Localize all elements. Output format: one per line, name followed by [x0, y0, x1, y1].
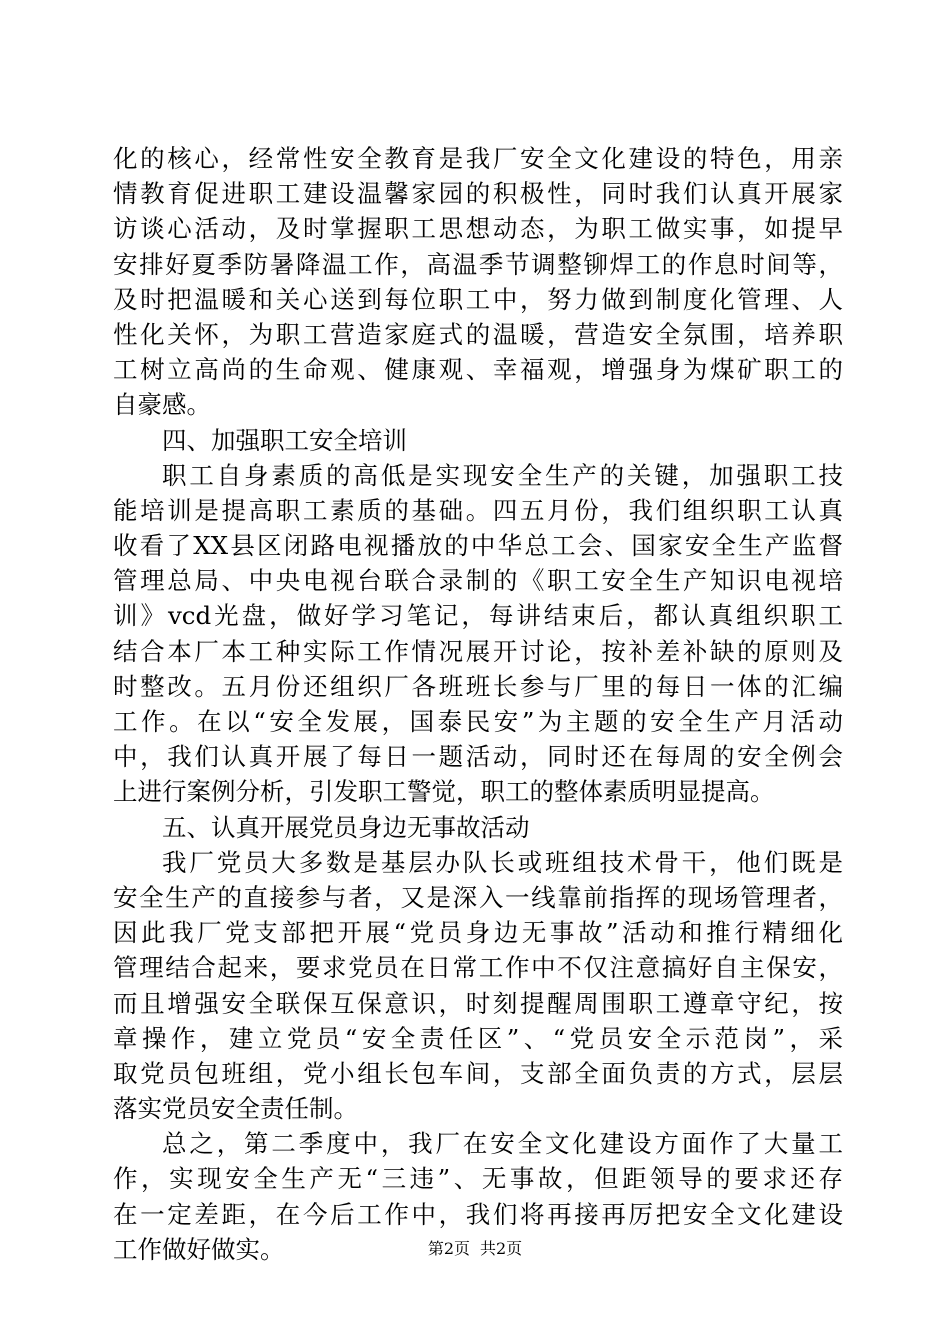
page-number: 第2页	[427, 1239, 470, 1258]
text-line: 自豪感。	[113, 390, 211, 420]
text-line: 在一定差距，在今后工作中，我们将再接再厉把安全文化建设	[113, 1199, 843, 1229]
text-line: 管理结合起来，要求党员在日常工作中不仅注意搞好自主保安，	[113, 953, 843, 983]
text-line: 工作。在以“安全发展，国泰民安”为主题的安全生产月活动	[113, 707, 843, 736]
text-line: 职工自身素质的高低是实现安全生产的关键，加强职工技	[162, 460, 843, 490]
paragraph	[113, 458, 843, 810]
text-line: 工树立高尚的生命观、健康观、幸福观，增强身为煤矿职工的	[113, 355, 843, 385]
text-line: 总之，第二季度中，我厂在安全文化建设方面作了大量工	[162, 1129, 843, 1159]
text-line: 因此我厂党支部把开展“党员身边无事故”活动和推行精细化	[113, 918, 843, 948]
text-line: 取党员包班组，党小组长包车间，支部全面负责的方式，层层	[113, 1058, 843, 1088]
text-line: 收看了XX县区闭路电视播放的中华总工会、国家安全生产监督	[113, 531, 843, 561]
paragraph	[113, 845, 843, 1127]
document-body	[113, 141, 843, 1267]
text-line: 工作做好做实。	[113, 1234, 285, 1264]
text-line: 安全生产的直接参与者，又是深入一线靠前指挥的现场管理者，	[113, 882, 843, 912]
text-line: 访谈心活动，及时掌握职工思想动态，为职工做实事，如提早	[113, 214, 843, 244]
text-line: 结合本厂本工种实际工作情况展开讨论，按补差补缺的原则及	[113, 636, 843, 666]
text-line: 能培训是提高职工素质的基础。四五月份，我们组织职工认真	[113, 495, 843, 525]
text-line: 训》vcd光盘，做好学习笔记，每讲结束后，都认真组织职工	[113, 601, 843, 631]
text-line: 性化关怀，为职工营造家庭式的温暖，营造安全氛围，培养职	[113, 319, 843, 349]
text-line: 章操作，建立党员“安全责任区”、“党员安全示范岗”，采	[113, 1023, 843, 1053]
page-total: 共2页	[480, 1239, 523, 1258]
section-heading: 五、认真开展党员身边无事故活动	[162, 812, 530, 842]
paragraph	[113, 141, 843, 423]
text-line: 我厂党员大多数是基层办队长或班组技术骨干，他们既是	[162, 847, 843, 877]
text-line: 情教育促进职工建设温馨家园的积极性，同时我们认真开展家	[113, 179, 843, 209]
text-line: 中，我们认真开展了每日一题活动，同时还在每周的安全例会	[113, 742, 843, 772]
text-line: 上进行案例分析，引发职工警觉，职工的整体素质明显提高。	[113, 777, 775, 807]
text-line: 化的核心，经常性安全教育是我厂安全文化建设的特色，用亲	[113, 144, 843, 173]
text-line: 时整改。五月份还组织厂各班班长参与厂里的每日一体的汇编	[113, 671, 843, 701]
text-line: 落实党员安全责任制。	[113, 1094, 358, 1124]
text-line: 管理总局、中央电视台联合录制的《职工安全生产知识电视培	[113, 566, 843, 596]
section-heading: 四、加强职工安全培训	[162, 425, 407, 455]
text-line: 及时把温暖和关心送到每位职工中，努力做到制度化管理、人	[113, 284, 843, 314]
page-footer	[0, 1236, 950, 1259]
text-line: 安排好夏季防暑降温工作，高温季节调整铆焊工的作息时间等，	[113, 249, 843, 279]
text-line: 作，实现安全生产无“三违”、无事故，但距领导的要求还存	[113, 1164, 843, 1194]
text-line: 而且增强安全联保互保意识，时刻提醒周围职工遵章守纪，按	[113, 988, 843, 1018]
